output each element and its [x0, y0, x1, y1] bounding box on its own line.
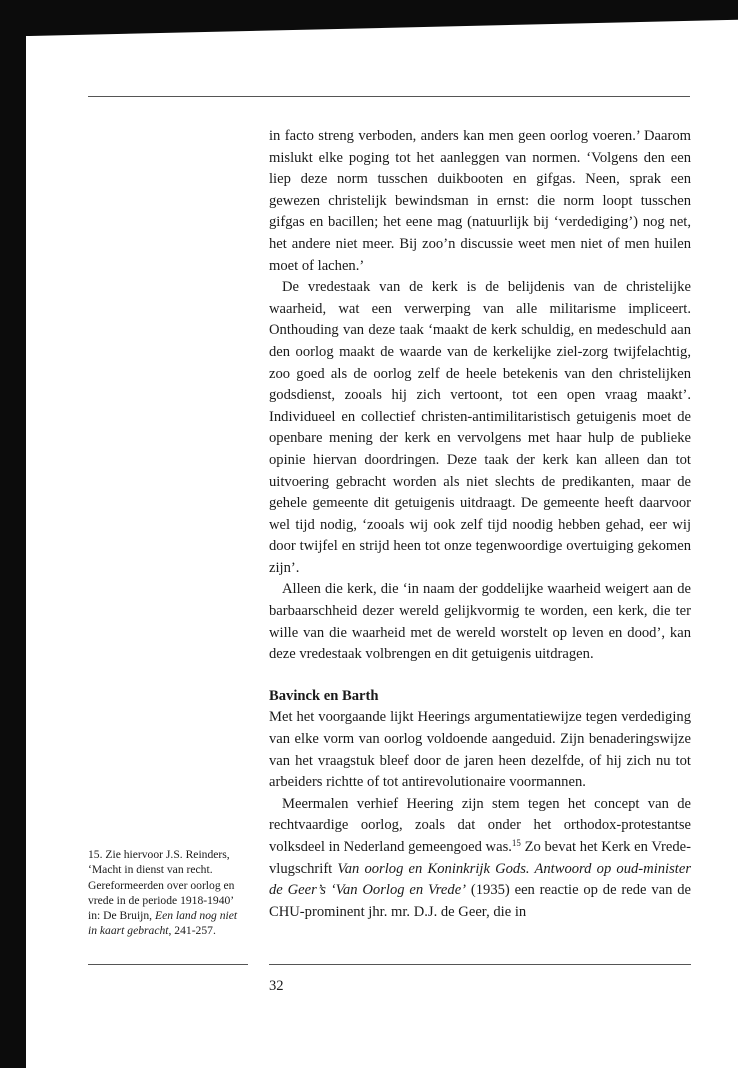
main-text-column [269, 126, 691, 923]
paragraph-text-part3: (1935) een reactie op de rede van de CHU-prominent jhr. mr. D.J. de Geer, die in [269, 882, 692, 920]
page-number: 32 [269, 978, 284, 994]
footnote-reference: 15 [511, 838, 521, 848]
footnote-paragraph [88, 847, 248, 939]
paragraph-alleen-die-kerk: Alleen die kerk, die ‘in naam der goddelijke waarheid weigert aan de barbaarschheid dezer wereld gelijkvormig te worden, een kerk, die ter wille van die waarheid met de wereld worstelt op leven en dood’, kan deze vredestaak volbrengen en dit getuigenis uitdragen. [269, 581, 691, 663]
paragraph-continued: in facto streng verboden, anders kan men geen oorlog voeren.’ Daarom mislukt elke poging tot het aanleggen van normen. ‘Volgens den een liep deze norm tusschen duikbooten en gifgas. Neen, sprak een gewezen christelijk bewindsman in ernst: die norm loopt tusschen gifgas en bacillen; het eene mag (natuurlijk bij ‘verdediging’) nog net, het andere niet meer. Bij zoo’n discussie weet men niet of men huilen moet of lachen.’ [269, 128, 691, 274]
section-heading: Bavinck en Barth [269, 687, 379, 704]
paragraph-rechtvaardige-oorlog [269, 794, 691, 924]
footnote-pages: , 241-257. [168, 924, 216, 938]
scan-border-top [0, 0, 738, 36]
footnote-rule [88, 964, 248, 965]
header-rule [88, 96, 690, 97]
footnote-15 [88, 847, 248, 939]
footer-rule [269, 964, 691, 965]
paragraph-text-part2: Zo bevat het Kerk en Vrede-vlugschrift [269, 839, 691, 877]
paragraph-vredestaak: De vredestaak van de kerk is de belijdenis van de christelijke waarheid, wat een verwerping van alle militarisme impliceert. Onthouding van deze taak ‘maakt de kerk schuldig, en medeschuld aan den oorlog maakt de waarde van de kerkelijke ziel-zorg twijfelachtig, zoo goed als de oorlog zelf de heele betekenis van den christelijken godsdienst, zooals hij zich vertoont, tot een open vraag maakt’. Individueel en collectief christen-antimilitaristisch getuigenis moet de openbare mening der kerk en vervolgens met haar hulp de publieke opinie hiervan doordringen. Deze taak der kerk kan alleen dan tot uitvoering gebracht worden als niet slechts de predikanten, maar de gehele gemeente dit getuigenis uitdraagt. De gemeente heeft daarvoor wel tijd nodig, ‘zooals wij ook zelf tijd noodig hebben gehad, eer wij door twijfel en strijd heen tot onze tegenwoordige overtuiging gekomen zijn’. [269, 279, 691, 576]
footnote-text: 15. Zie hiervoor J.S. Reinders, ‘Macht in dienst van recht. Gereformeerden over oorlog en vrede in de periode 1918-1940’ in: De Bruijn, [88, 848, 235, 923]
footnote-book-title: Een land nog niet in kaart gebracht [88, 909, 238, 938]
pamphlet-title: Van oorlog en Koninkrijk Gods. Antwoord op oud-minister de Geer’s ‘Van Oorlog en Vrede’ [269, 860, 691, 899]
paragraph-text-part1: Meermalen verhief Heering zijn stem tegen het concept van de rechtvaardige oorlog, zoals dat onder het orthodox-protestantse volksdeel in Nederland gemeengoed was. [269, 795, 691, 855]
scan-border-left [0, 0, 26, 1068]
paragraph-heerings-argumentatie: Met het voorgaande lijkt Heerings argumentatiewijze tegen verdediging van elke vorm van oorlog voldoende aangeduid. Zijn benaderingswijze van het vraagstuk bleef door de jaren heen dezelfde, of hij zich nu tot arbeiders richtte of tot antirevolutionaire voormannen. [269, 709, 691, 791]
